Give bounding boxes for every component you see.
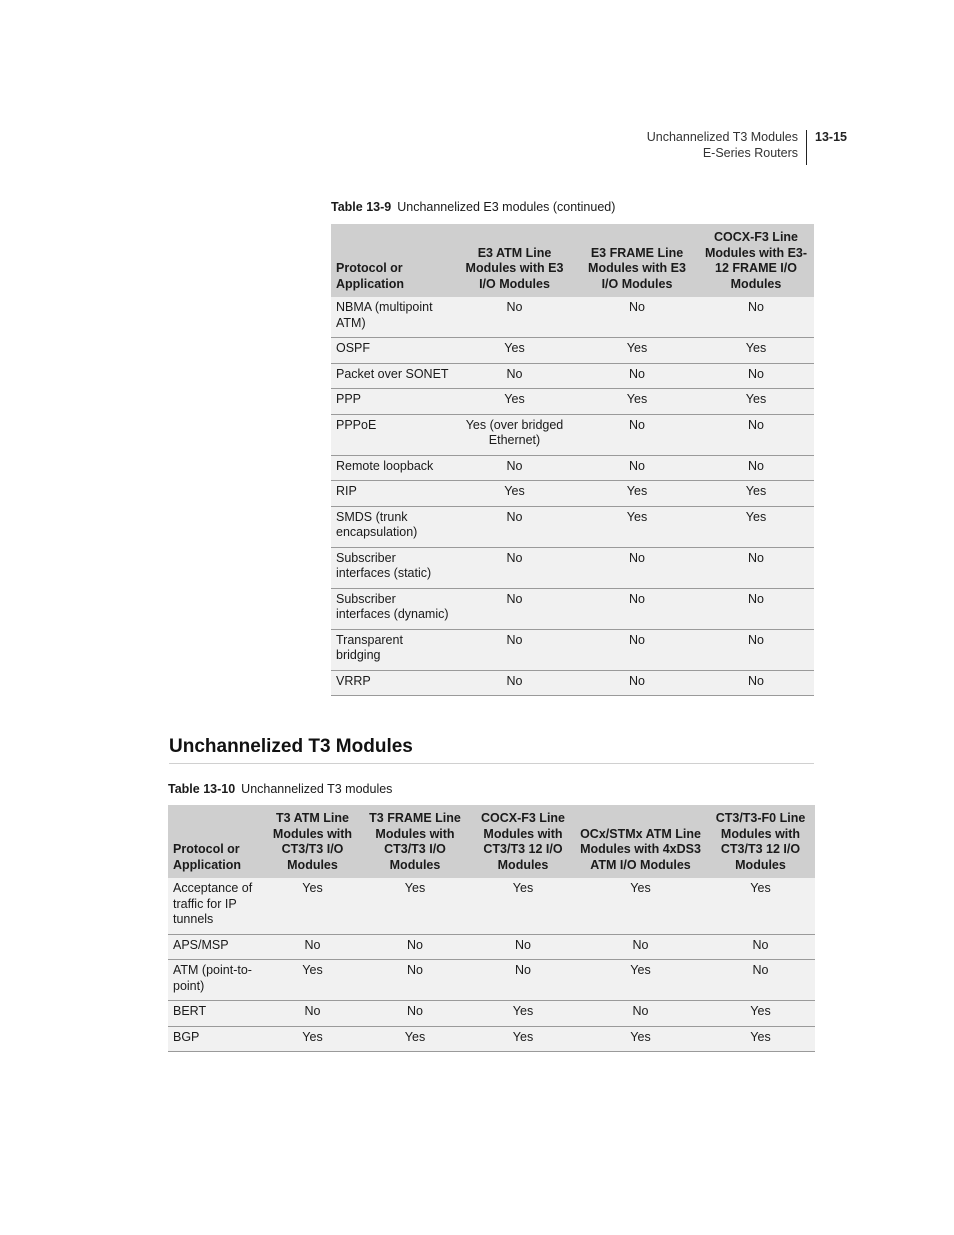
row-label-cell: Subscriber interfaces (static) xyxy=(331,547,453,588)
table-row xyxy=(168,1026,815,1052)
table-cell: Yes xyxy=(575,960,706,1001)
column-header: COCX-F3 Line Modules with CT3/T3 12 I/O Modules xyxy=(471,805,575,878)
table-cell: No xyxy=(359,1001,471,1027)
table-row xyxy=(168,878,815,934)
row-label-cell: RIP xyxy=(331,481,453,507)
table-cell: No xyxy=(266,1001,359,1027)
table-cell: No xyxy=(698,547,814,588)
table-cell: No xyxy=(576,629,698,670)
header-section-name: Unchannelized T3 Modules xyxy=(646,130,799,144)
table-cell: No xyxy=(359,934,471,960)
table-cell: No xyxy=(575,934,706,960)
page-number: 13-15 xyxy=(815,130,847,144)
table-cell: Yes xyxy=(576,389,698,415)
table-cell: Yes xyxy=(575,1026,706,1052)
table-cell: Yes xyxy=(698,338,814,364)
row-label-cell: BGP xyxy=(168,1026,266,1052)
table-cell: No xyxy=(266,934,359,960)
row-label-cell: Packet over SONET xyxy=(331,363,453,389)
table-cell: No xyxy=(576,547,698,588)
table-row xyxy=(331,547,814,588)
column-header: Protocol or Application xyxy=(168,805,266,878)
table-row xyxy=(331,389,814,415)
table-cell: Yes xyxy=(706,1001,815,1027)
running-header xyxy=(647,130,847,165)
table-cell: No xyxy=(698,588,814,629)
table-row xyxy=(168,1001,815,1027)
table-cell: No xyxy=(698,455,814,481)
table-cell: No xyxy=(576,297,698,338)
row-label-cell: Remote loopback xyxy=(331,455,453,481)
table-row xyxy=(168,960,815,1001)
column-header: E3 ATM Line Modules with E3 I/O Modules xyxy=(453,224,576,297)
row-label-cell: APS/MSP xyxy=(168,934,266,960)
table-cell: Yes xyxy=(471,878,575,934)
table-row xyxy=(331,629,814,670)
table-cell: Yes xyxy=(471,1026,575,1052)
row-label-cell: Transparent bridging xyxy=(331,629,453,670)
row-label-cell: OSPF xyxy=(331,338,453,364)
table-cell: Yes xyxy=(698,389,814,415)
table-cell: No xyxy=(698,414,814,455)
table-cell: Yes xyxy=(706,1026,815,1052)
table-cell: No xyxy=(576,363,698,389)
table-13-9-title: Unchannelized E3 modules (continued) xyxy=(397,200,616,214)
table-13-10-caption xyxy=(168,782,392,796)
section-title: Unchannelized T3 Modules xyxy=(169,736,413,757)
row-label-cell: Acceptance of traffic for IP tunnels xyxy=(168,878,266,934)
table-13-9-label: Table 13-9 xyxy=(331,200,392,214)
table-cell: No xyxy=(576,414,698,455)
table-cell: Yes (over bridged Ethernet) xyxy=(453,414,576,455)
row-label-cell: ATM (point-to-point) xyxy=(168,960,266,1001)
table-row xyxy=(168,934,815,960)
table-row xyxy=(331,588,814,629)
table-cell: No xyxy=(453,455,576,481)
table-header-row xyxy=(168,805,815,878)
table-cell: No xyxy=(453,629,576,670)
table-cell: Yes xyxy=(453,389,576,415)
column-header: E3 FRAME Line Modules with E3 I/O Modules xyxy=(576,224,698,297)
row-label-cell: BERT xyxy=(168,1001,266,1027)
table-cell: Yes xyxy=(576,506,698,547)
table-cell: No xyxy=(453,588,576,629)
table-cell: No xyxy=(453,363,576,389)
table-row xyxy=(331,363,814,389)
row-label-cell: SMDS (trunk encapsulation) xyxy=(331,506,453,547)
table-cell: Yes xyxy=(698,506,814,547)
row-label-cell: Subscriber interfaces (dynamic) xyxy=(331,588,453,629)
table-cell: No xyxy=(706,960,815,1001)
table-cell: Yes xyxy=(359,878,471,934)
table-cell: No xyxy=(698,629,814,670)
table-13-9-caption xyxy=(331,200,615,214)
table-cell: No xyxy=(453,547,576,588)
table-row xyxy=(331,481,814,507)
row-label-cell: PPP xyxy=(331,389,453,415)
table-cell: Yes xyxy=(453,481,576,507)
table-13-10-title: Unchannelized T3 modules xyxy=(241,782,393,796)
table-cell: Yes xyxy=(576,481,698,507)
table-cell: No xyxy=(453,506,576,547)
table-cell: No xyxy=(698,297,814,338)
column-header: T3 FRAME Line Modules with CT3/T3 I/O Modules xyxy=(359,805,471,878)
table-row xyxy=(331,297,814,338)
table-row xyxy=(331,506,814,547)
column-header: Protocol or Application xyxy=(331,224,453,297)
table-row xyxy=(331,414,814,455)
table-cell: Yes xyxy=(266,960,359,1001)
table-header-row xyxy=(331,224,814,297)
table-cell: Yes xyxy=(266,878,359,934)
table-row xyxy=(331,670,814,696)
table-cell: No xyxy=(471,960,575,1001)
section-divider xyxy=(169,763,814,764)
column-header: T3 ATM Line Modules with CT3/T3 I/O Modules xyxy=(266,805,359,878)
table-13-10 xyxy=(168,805,815,1052)
table-cell: Yes xyxy=(266,1026,359,1052)
table-13-10-label: Table 13-10 xyxy=(168,782,236,796)
row-label-cell: VRRP xyxy=(331,670,453,696)
table-cell: No xyxy=(453,670,576,696)
table-cell: No xyxy=(453,297,576,338)
table-cell: Yes xyxy=(359,1026,471,1052)
column-header: COCX-F3 Line Modules with E3-12 FRAME I/O Modules xyxy=(698,224,814,297)
table-cell: Yes xyxy=(575,878,706,934)
table-cell: No xyxy=(576,588,698,629)
running-header-text xyxy=(647,130,806,161)
column-header: CT3/T3-F0 Line Modules with CT3/T3 12 I/O Modules xyxy=(706,805,815,878)
table-cell: No xyxy=(698,670,814,696)
table-cell: No xyxy=(576,455,698,481)
table-cell: No xyxy=(359,960,471,1001)
row-label-cell: NBMA (multipoint ATM) xyxy=(331,297,453,338)
table-cell: No xyxy=(575,1001,706,1027)
table-row xyxy=(331,338,814,364)
table-cell: Yes xyxy=(576,338,698,364)
table-cell: No xyxy=(576,670,698,696)
table-cell: Yes xyxy=(471,1001,575,1027)
column-header: OCx/STMx ATM Line Modules with 4xDS3 ATM I/O Modules xyxy=(575,805,706,878)
table-cell: No xyxy=(471,934,575,960)
table-13-9 xyxy=(331,224,814,696)
table-cell: No xyxy=(698,363,814,389)
table-row xyxy=(331,455,814,481)
table-cell: Yes xyxy=(698,481,814,507)
table-cell: Yes xyxy=(706,878,815,934)
row-label-cell: PPPoE xyxy=(331,414,453,455)
header-book-name: E-Series Routers xyxy=(702,145,799,160)
table-cell: Yes xyxy=(453,338,576,364)
table-cell: No xyxy=(706,934,815,960)
